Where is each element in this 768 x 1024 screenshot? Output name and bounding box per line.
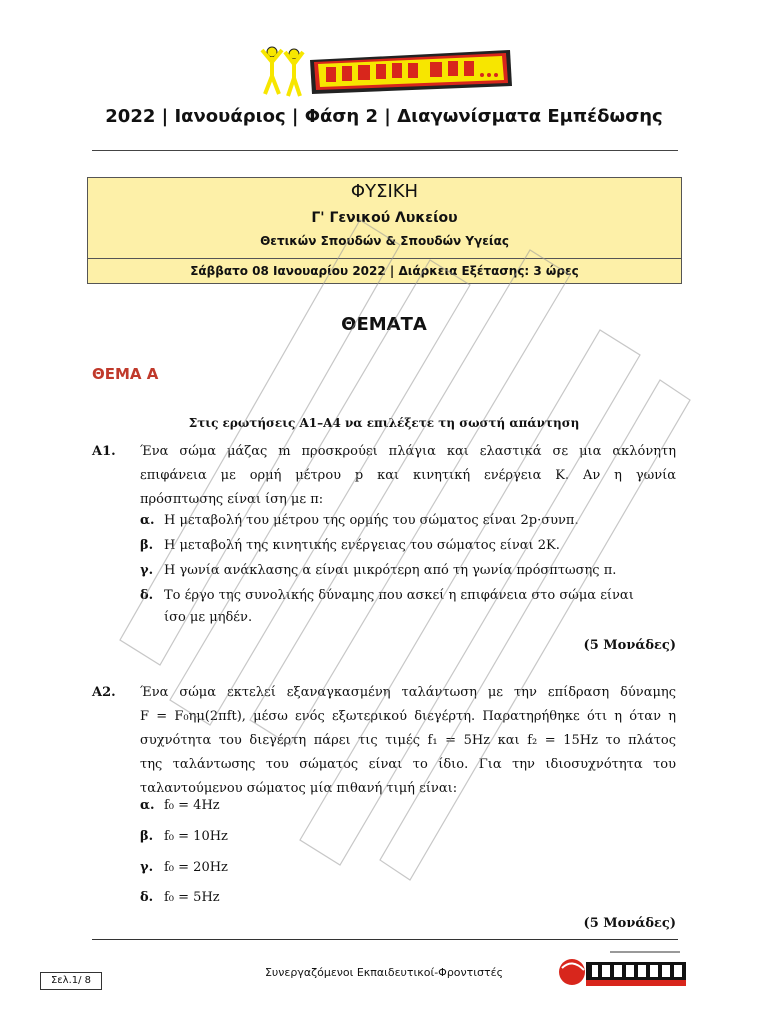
page-number: Σελ.1/ 8 (40, 972, 102, 990)
option-letter: γ. (140, 860, 154, 875)
option-letter: α. (140, 798, 155, 813)
question-line: ταλαντούμενου σώματος μία πιθανή τιμή είναι: (140, 781, 458, 796)
question-line: της ταλάντωσης του σώματος είναι το ίδιο. Για την ιδιοσυχνότητα του (140, 757, 676, 772)
question-text-a1 (140, 440, 676, 512)
option-letter: β. (140, 538, 154, 553)
question-line: πρόσπτωσης είναι ίση με π: (140, 492, 324, 507)
option-letter: β. (140, 829, 154, 844)
question-line: Ένα σώμα μάζας m προσκρούει πλάγια και ελαστικά σε μια ακλόνητη (140, 444, 676, 459)
marks-a1: (5 Μονάδες) (583, 638, 676, 653)
question-line: Ένα σώμα εκτελεί εξαναγκασμένη ταλάντωση με την επίδραση δύναμης (140, 685, 676, 700)
option-a2-c (140, 857, 676, 879)
exam-info-box (87, 177, 682, 284)
question-line: επιφάνεια με ορμή μέτρου p και κινητική ενέργεια Κ. Αν η γωνία (140, 468, 676, 483)
marks-a2: (5 Μονάδες) (583, 916, 676, 931)
option-text: f₀ = 4Hz (164, 798, 220, 813)
option-a2-b (140, 826, 676, 848)
option-text: f₀ = 5Hz (164, 890, 220, 905)
option-text: Η μεταβολή της κινητικής ενέργειας του σώματος είναι 2Κ. (164, 538, 560, 553)
option-letter: δ. (140, 890, 154, 905)
question-line: συχνότητα του διεγέρτη πάρει τις τιμές f₁ = 5Hz και f₂ = 15Hz το πλάτος (140, 733, 676, 748)
instruction-line: Στις ερωτήσεις Α1–Α4 να επιλέξετε τη σωστή απάντηση (188, 416, 580, 430)
option-text: Το έργο της συνολικής δύναμης που ασκεί η επιφάνεια στο σώμα είναι (164, 588, 634, 603)
option-letter: δ. (140, 588, 154, 603)
track-line: Θετικών Σπουδών & Σπουδών Υγείας (260, 234, 509, 248)
header-divider (92, 150, 678, 151)
option-text: Η γωνία ανάκλασης α είναι μικρότερη από τη γωνία πρόσπτωσης π. (164, 563, 617, 578)
option-a2-d (140, 887, 676, 909)
option-a1-d (140, 585, 676, 607)
option-letter: γ. (140, 563, 154, 578)
footer-divider (92, 939, 678, 940)
question-label-a1: Α1. (92, 444, 116, 459)
subject-title: ΦΥΣΙΚΗ (350, 181, 419, 202)
question-line: F = F₀ημ(2πft), μέσω ενός εξωτερικού διεγέρτη. Παρατηρήθηκε ότι η όταν η (140, 709, 676, 724)
option-a1-a (140, 510, 676, 532)
option-a1-d-cont: ίσο με μηδέν. (164, 610, 253, 625)
option-text: Η μεταβολή του μέτρου της ορμής του σώματος είναι 2p·συνπ. (164, 513, 579, 528)
box-divider (88, 258, 681, 259)
thema-a-heading: ΘΕΜΑ Α (92, 365, 159, 383)
themata-heading: ΘΕΜΑΤΑ (341, 314, 427, 335)
option-a1-c (140, 560, 676, 582)
question-label-a2: Α2. (92, 685, 116, 700)
einaste-mesa-logo (260, 42, 520, 100)
option-text: f₀ = 20Hz (164, 860, 228, 875)
option-text: f₀ = 10Hz (164, 829, 228, 844)
footer-text: Συνεργαζόμενοι Εκπαιδευτικοί-Φροντιστές (264, 966, 504, 979)
option-a1-b (140, 535, 676, 557)
header-title: 2022 | Ιανουάριος | Φάση 2 | Διαγωνίσματα Εμπέδωσης (105, 106, 663, 127)
date-duration: Σάββατο 08 Ιανουαρίου 2022 | Διάρκεια Εξέτασης: 3 ώρες (190, 264, 579, 278)
option-letter: α. (140, 513, 155, 528)
keystone-logo (550, 948, 690, 988)
question-text-a2 (140, 681, 676, 801)
class-line: Γ' Γενικού Λυκείου (311, 210, 458, 226)
option-a2-a (140, 795, 676, 817)
